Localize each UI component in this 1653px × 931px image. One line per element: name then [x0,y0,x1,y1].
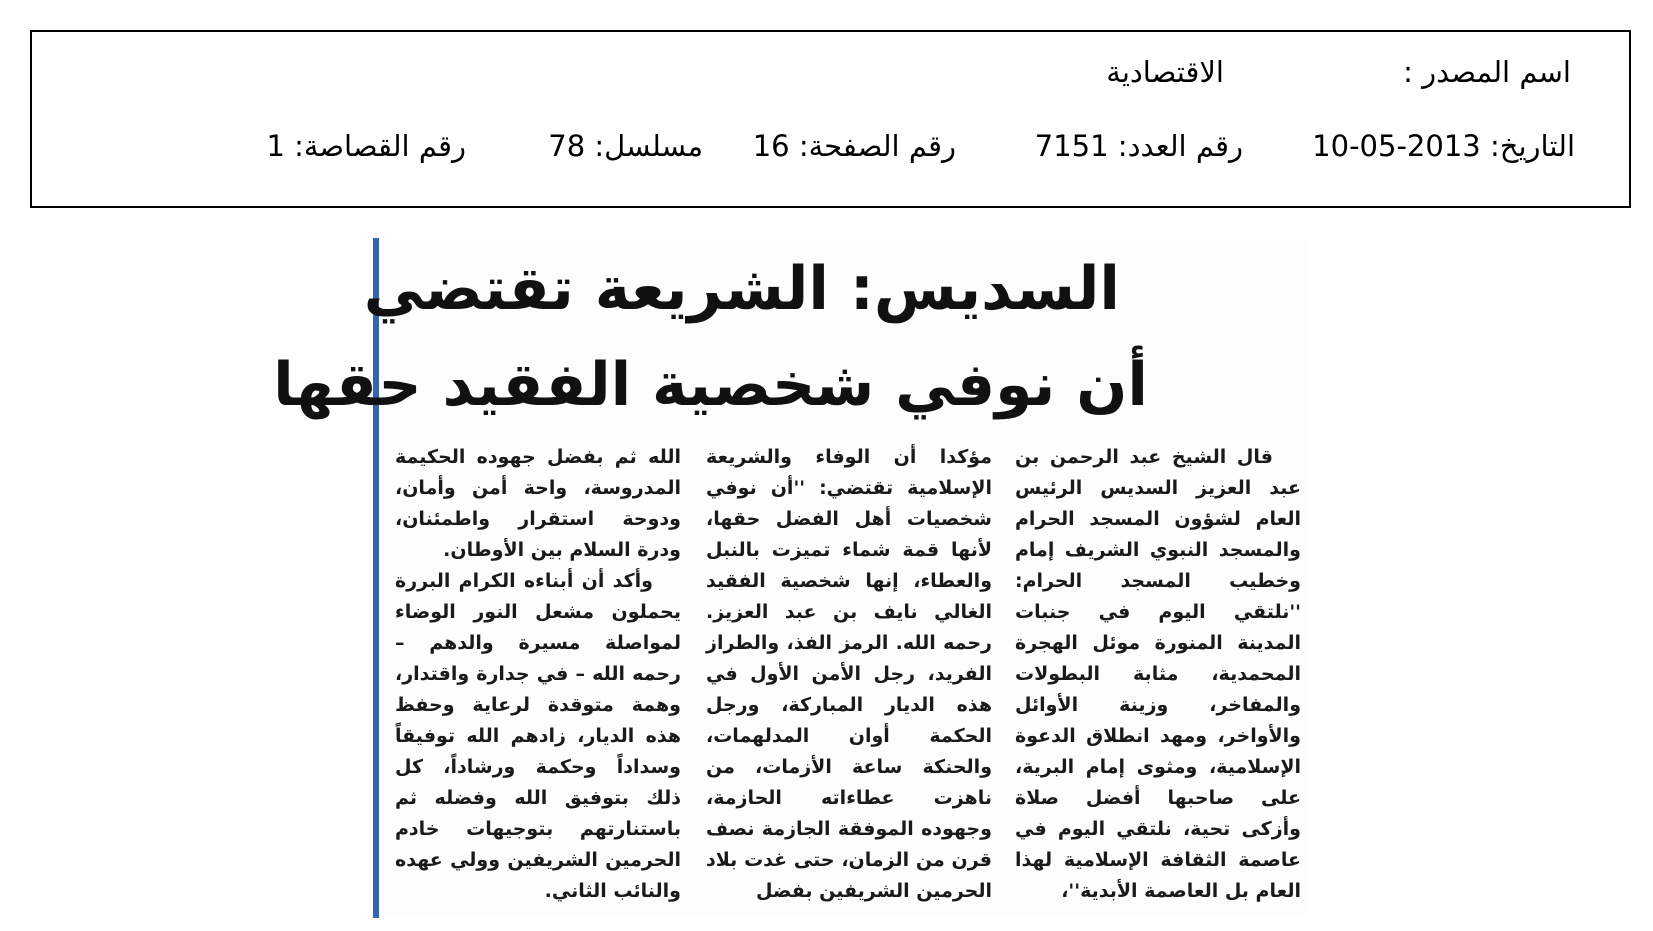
article-column-right [1015,442,1301,907]
clipping-number-field: رقم القصاصة: 1 [266,129,466,163]
article-column-left [395,442,681,907]
article-accent-rule [373,238,379,918]
page-number-field: رقم الصفحة: 16 [752,129,956,163]
article-paragraph: الله ثم بفضل جهوده الحكيمة المدروسة، واحة أمن وأمان، ودوحة استقرار واطمئنان، ودرة السلام بين الأوطان. [395,446,681,561]
article-paragraph: مؤكدا أن الوفاء والشريعة الإسلامية تقتضي: ''أن نوفي شخصيات أهل الفضل حقها، لأنها قمة شماء تميزت بالنبل والعطاء، إنها شخصية الفقيد الغالي نايف بن عبد العزيز. رحمه الله. الرمز الفذ، والطراز الفريد، رجل الأمن الأول في هذه الديار المباركة، ورجل الحكمة أوان المدلهمات، والحنكة ساعة الأزمات، من ناهزت عطاءاته الحازمة، وجهوده الموفقة الجازمة نصف قرن من الزمان، حتى غدت بلاد الحرمين الشريفين بفضل [706,446,992,902]
article-paragraph: وأكد أن أبناءه الكرام البررة يحملون مشعل النور الوضاء لمواصلة مسيرة والدهم – رحمه الله – في جدارة واقتدار، وهمة متوقدة لرعاية وحفظ هذه الديار، زادهم الله توفيقاً وسداداً وحكمة ورشاداً، كل ذلك بتوفيق الله وفضله ثم باستنارتهم بتوجيهات خادم الحرمين الشريفين وولي عهده والنائب الثاني. [395,570,681,902]
article-paragraph: قال الشيخ عبد الرحمن بن عبد العزيز السديس الرئيس العام لشؤون المسجد الحرام والمسجد النبوي الشريف إمام وخطيب المسجد الحرام: ''نلتقي اليوم في جنبات المدينة المنورة موئل الهجرة المحمدية، مثابة البطولات والمفاخر، وزينة الأوائل والأواخر، ومهد انطلاق الدعوة الإسلامية، ومثوى إمام البرية، على صاحبها أفضل صلاة وأزكى تحية، نلتقي اليوم في عاصمة الثقافة الإسلامية لهذا العام بل العاصمة الأبدية''، [1015,446,1301,902]
clipping-info-box [30,30,1631,208]
source-label: اسم المصدر : [1403,55,1571,89]
article-headline-line-2: أن نوفي شخصية الفقيد حقها [273,350,1148,420]
article-headline-line-1: السديس: الشريعة تقتضي [363,254,1120,324]
serial-number-field: مسلسل: 78 [548,129,703,163]
date-field: التاريخ: 2013-05-10 [1312,129,1575,163]
article-column-middle [706,442,992,907]
issue-number-field: رقم العدد: 7151 [1034,129,1243,163]
source-value: الاقتصادية [1106,55,1224,89]
